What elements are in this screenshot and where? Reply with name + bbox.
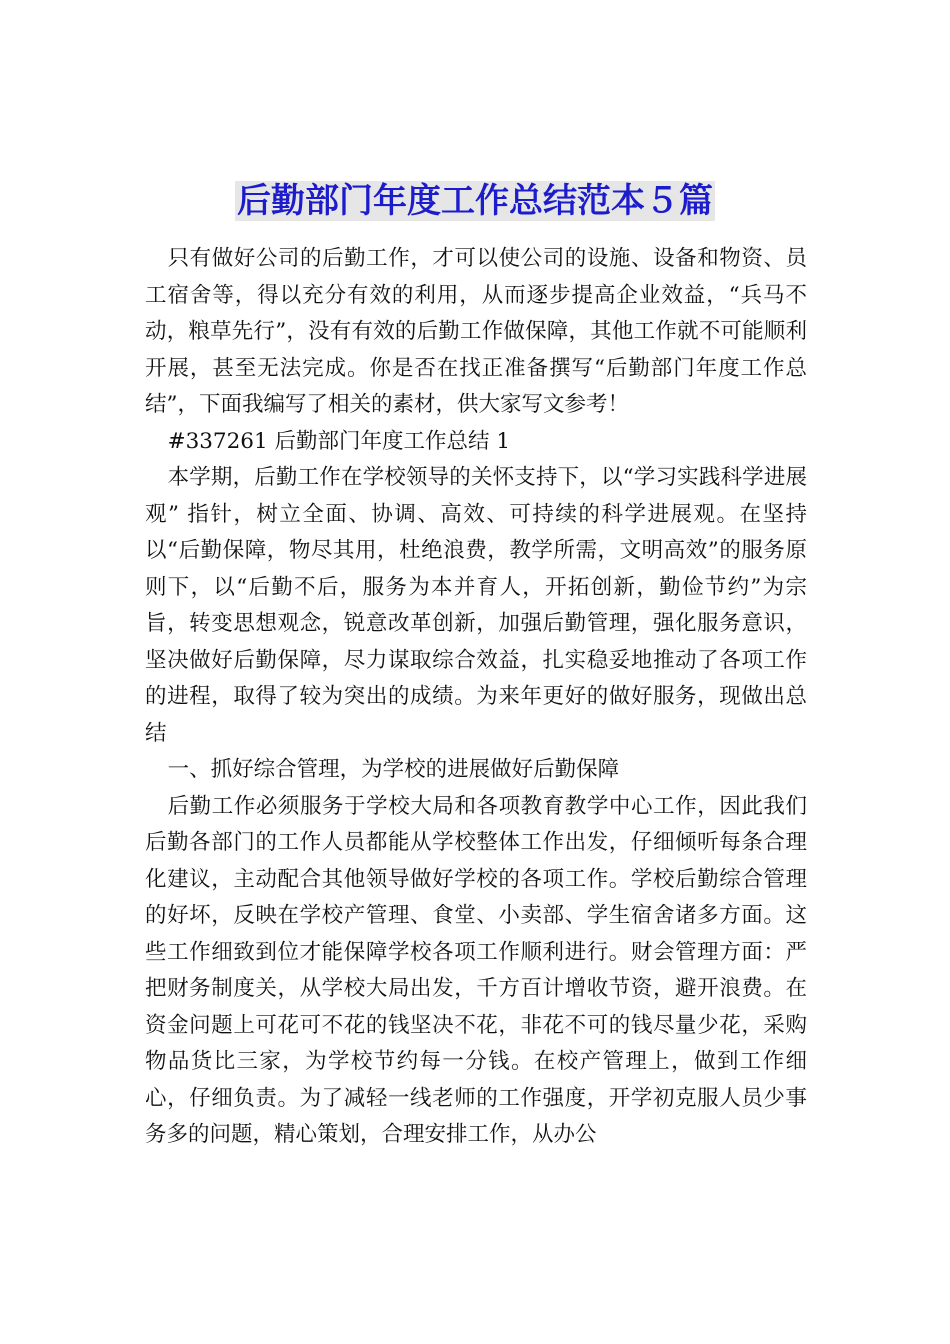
body-paragraph: 本学期，后勤工作在学校领导的关怀支持下，以“学习实践科学进展观” 指针，树立全面、协调、高效、可持续的科学进展观。在坚持以“后勤保障，物尽其用，杜绝浪费，教学所需，文明高效”的服务原则下，以“后勤不后，服务为本并育人，开拓创新，勤俭节约”为宗旨，转变思想观念，锐意改革创新，加强后勤管理，强化服务意识，坚决做好后勤保障，尽力谋取综合效益，扎实稳妥地推动了各项工作的进程，取得了较为突出的成绩。为来年更好的做好服务，现做出总结	[145, 465, 807, 746]
document-title-text: 后勤部门年度工作总结范本５篇	[237, 181, 713, 221]
body-paragraph: 后勤工作必须服务于学校大局和各项教育教学中心工作，因此我们后勤各部门的工作人员都能从学校整体工作出发，仔细倾听每条合理化建议，主动配合其他领导做好学校的各项工作。学校后勤综合管理的好坏，反映在学校产管理、食堂、小卖部、学生宿舍诸多方面。这些工作细致到位才能保障学校各项工作顺利进行。财会管理方面：严把财务制度关，从学校大局出发，千方百计增收节资，避开浪费。在资金问题上可花可不花的钱坚决不花，非花不可的钱尽量少花，采购物品货比三家，为学校节约每一分钱。在校产管理上，做到工作细心，仔细负责。为了减轻一线老师的工作强度，开学初克服人员少事务多的问题，精心策划，合理安排工作，从办公	[145, 793, 807, 1147]
intro-paragraph: 只有做好公司的后勤工作，才可以使公司的设施、设备和物资、员工宿舍等，得以充分有效的利用，从而逐步提高企业效益，“兵马不动，粮草先行”，没有有效的后勤工作做保障，其他工作就不可能顺利开展，甚至无法完成。你是否在找正准备撰写“后勤部门年度工作总结”，下面我编写了相关的素材，供大家写文参考！	[145, 246, 807, 417]
document-title	[0, 176, 950, 226]
document-body	[145, 241, 807, 1154]
section-heading-1: #337261 后勤部门年度工作总结 1	[167, 428, 510, 454]
subsection-heading: 一、抓好综合管理，为学校的进展做好后勤保障	[167, 757, 620, 782]
